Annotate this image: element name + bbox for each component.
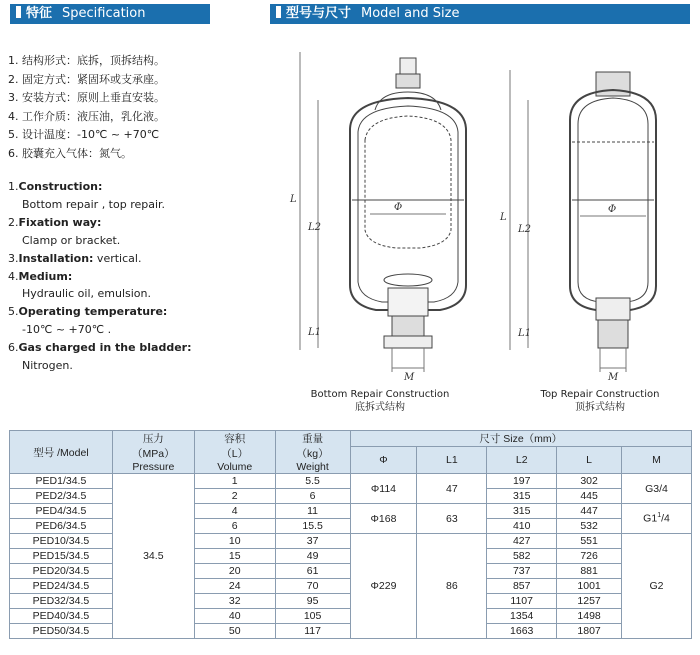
spec-item-en-title: 1.Construction: — [8, 180, 103, 193]
cell-L: 1807 — [557, 624, 622, 639]
cell-L2: 315 — [487, 504, 557, 519]
label-M-top: M — [608, 372, 619, 383]
table-row — [10, 474, 692, 489]
top-repair-drawing — [510, 70, 656, 372]
cell-model: PED24/34.5 — [10, 579, 113, 594]
cell-M: G3/4 — [622, 474, 692, 504]
cell-volume: 40 — [194, 609, 275, 624]
spec-item-cn: 4. 工作介质：液压油，乳化液。 — [8, 109, 165, 123]
spec-item-en-title: 6.Gas charged in the bladder: — [8, 341, 192, 355]
label-M: M — [404, 372, 415, 383]
cell-model: PED20/34.5 — [10, 564, 113, 579]
spec-header-cn: 特征 — [26, 6, 53, 21]
bottom-caption-en: Bottom Repair Construction — [310, 389, 450, 400]
cell-model: PED2/34.5 — [10, 489, 113, 504]
cell-L2: 1663 — [487, 624, 557, 639]
header-L2: L2 — [487, 447, 557, 474]
cell-M: G2 — [622, 534, 692, 639]
label-L: L — [290, 194, 297, 205]
top-caption-cn: 顶拆式结构 — [575, 402, 625, 413]
header-M: M — [622, 447, 692, 474]
accumulator-drawings — [270, 30, 690, 385]
header-size: 尺寸 Size（mm） — [350, 431, 691, 447]
cell-weight: 5.5 — [275, 474, 350, 489]
cell-volume: 1 — [194, 474, 275, 489]
spec-list-en — [8, 178, 191, 375]
spec-item-cn: 2. 固定方式：紧固环或支承座。 — [8, 72, 165, 86]
cell-weight: 6 — [275, 489, 350, 504]
spec-item-cn: 1. 结构形式：底拆，顶拆结构。 — [8, 54, 165, 67]
header-weight: 重量 （kg） Weight — [275, 431, 350, 474]
cell-L: 1257 — [557, 594, 622, 609]
spec-item-en-value: -10℃ ~ +70℃ . — [22, 323, 112, 337]
cell-phi: Φ168 — [350, 504, 417, 534]
spec-item-cn: 5. 设计温度：-10℃ ~ +70℃ — [8, 128, 160, 142]
cell-model: PED32/34.5 — [10, 594, 113, 609]
cell-weight: 37 — [275, 534, 350, 549]
spec-item-en-title: 2.Fixation way: — [8, 215, 102, 229]
cell-volume: 24 — [194, 579, 275, 594]
cell-model: PED15/34.5 — [10, 549, 113, 564]
bottom-repair-drawing — [300, 52, 466, 372]
cell-volume: 10 — [194, 534, 275, 549]
spec-item-cn: 3. 安装方式：原则上垂直安装。 — [8, 91, 165, 105]
cell-L: 1498 — [557, 609, 622, 624]
cell-volume: 15 — [194, 549, 275, 564]
label-phi-top: Φ — [608, 204, 617, 215]
header-L1: L1 — [417, 447, 487, 474]
spec-item-en-title: 4.Medium: — [8, 269, 73, 283]
cell-model: PED10/34.5 — [10, 534, 113, 549]
cell-volume: 50 — [194, 624, 275, 639]
cell-L2: 1107 — [487, 594, 557, 609]
cell-L: 726 — [557, 549, 622, 564]
cell-weight: 15.5 — [275, 519, 350, 534]
cell-L: 881 — [557, 564, 622, 579]
cell-volume: 6 — [194, 519, 275, 534]
label-L-top: L — [500, 212, 507, 223]
spec-item-en-value: Hydraulic oil, emulsion. — [22, 287, 151, 301]
cell-volume: 20 — [194, 564, 275, 579]
cell-L: 1001 — [557, 579, 622, 594]
cell-model: PED1/34.5 — [10, 474, 113, 489]
cell-weight: 49 — [275, 549, 350, 564]
label-L1: L1 — [308, 327, 322, 338]
header-phi: Φ — [350, 447, 417, 474]
cell-L: 447 — [557, 504, 622, 519]
cell-model: PED6/34.5 — [10, 519, 113, 534]
spec-item-en-value: Nitrogen. — [22, 359, 73, 373]
cell-L2: 315 — [487, 489, 557, 504]
cell-volume: 2 — [194, 489, 275, 504]
cell-L2: 737 — [487, 564, 557, 579]
cell-weight: 117 — [275, 624, 350, 639]
header-pressure: 压力 （MPa） Pressure — [112, 431, 194, 474]
model-header-en: Model and Size — [361, 6, 460, 21]
label-L2-top: L2 — [518, 224, 532, 235]
header-L: L — [557, 447, 622, 474]
cell-L: 302 — [557, 474, 622, 489]
spec-item-en-value: Clamp or bracket. — [22, 233, 121, 247]
spec-item-en-title: 3.Installation: vertical. — [8, 251, 142, 265]
spec-list-cn — [8, 52, 165, 164]
header-marker — [276, 6, 281, 18]
cell-phi: Φ114 — [350, 474, 417, 504]
cell-weight: 11 — [275, 504, 350, 519]
top-caption-en: Top Repair Construction — [540, 389, 660, 400]
header-marker — [16, 6, 21, 18]
cell-phi: Φ229 — [350, 534, 417, 639]
cell-volume: 4 — [194, 504, 275, 519]
bottom-caption-cn: 底拆式结构 — [355, 402, 405, 413]
label-phi: Φ — [394, 202, 403, 213]
cell-model: PED50/34.5 — [10, 624, 113, 639]
label-L2: L2 — [308, 222, 322, 233]
cell-M: $G1^1/4$ — [622, 504, 692, 534]
cell-L1: 63 — [417, 504, 487, 534]
spec-item-en-title: 5.Operating temperature: — [8, 305, 168, 319]
specification-header — [10, 4, 210, 24]
cell-L2: 197 — [487, 474, 557, 489]
cell-weight: 95 — [275, 594, 350, 609]
cell-L: 551 — [557, 534, 622, 549]
cell-pressure: 34.5 — [112, 474, 194, 639]
cell-weight: 70 — [275, 579, 350, 594]
cell-model: PED4/34.5 — [10, 504, 113, 519]
spec-item-cn: 6. 胶囊充入气体：氮气。 — [8, 146, 132, 160]
cell-L1: 86 — [417, 534, 487, 639]
label-L1-top: L1 — [518, 328, 532, 339]
model-header-cn: 型号与尺寸 — [286, 6, 352, 21]
cell-volume: 32 — [194, 594, 275, 609]
cell-weight: 105 — [275, 609, 350, 624]
model-size-table — [9, 430, 692, 639]
cell-L2: 582 — [487, 549, 557, 564]
spec-item-en-value: Bottom repair , top repair. — [22, 197, 166, 211]
cell-model: PED40/34.5 — [10, 609, 113, 624]
bottom-repair-caption — [300, 388, 460, 414]
cell-L1: 47 — [417, 474, 487, 504]
spec-header-en: Specification — [62, 6, 146, 21]
cell-L2: 857 — [487, 579, 557, 594]
top-repair-caption — [520, 388, 680, 414]
table-row — [10, 534, 692, 549]
table-row — [10, 504, 692, 519]
header-model: 型号 /Model — [10, 431, 113, 474]
cell-L: 445 — [557, 489, 622, 504]
cell-L2: 427 — [487, 534, 557, 549]
cell-L: 532 — [557, 519, 622, 534]
cell-weight: 61 — [275, 564, 350, 579]
cell-L2: 410 — [487, 519, 557, 534]
model-size-header — [270, 4, 690, 24]
cell-L2: 1354 — [487, 609, 557, 624]
header-volume: 容积 （L） Volume — [194, 431, 275, 474]
